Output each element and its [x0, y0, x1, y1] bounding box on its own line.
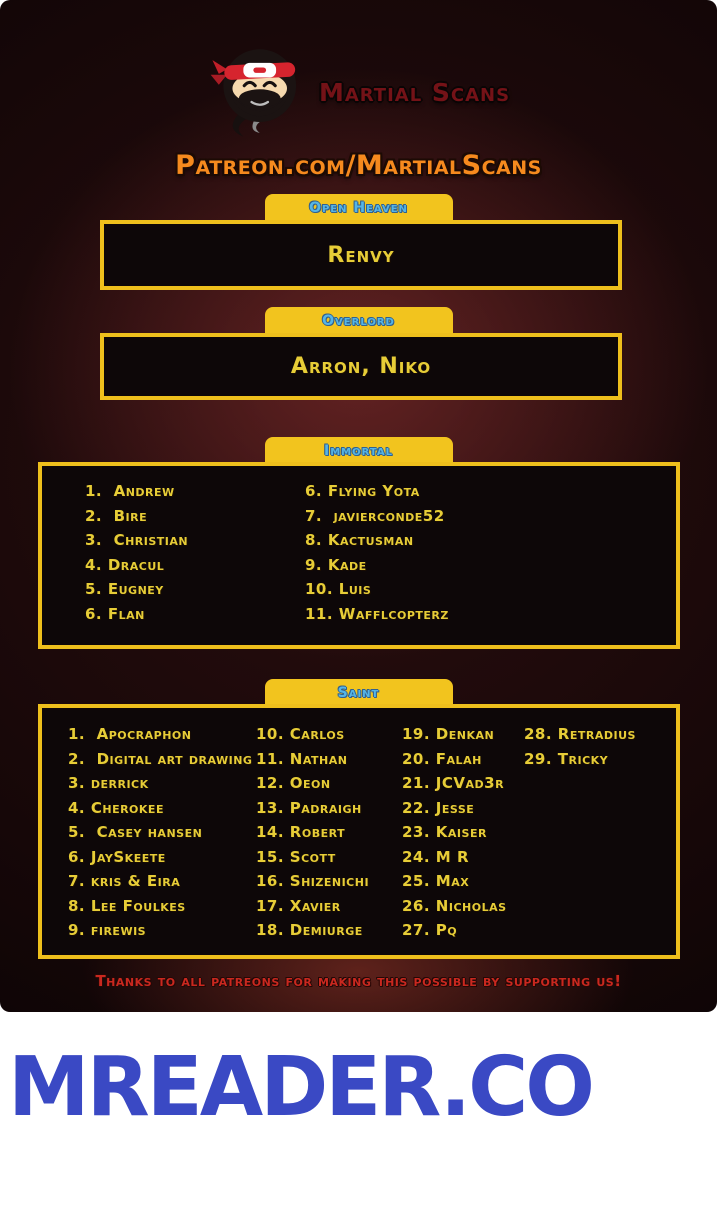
patron-list-item: 18. Demiurge — [256, 921, 363, 939]
patron-list-item: 15. Scott — [256, 847, 336, 866]
patron-list-item: 8. Kactusman — [305, 531, 414, 549]
patron-list-item: 8. Lee Foulkes — [68, 896, 186, 915]
patron-list-item: 11. Wafflcopterz — [305, 604, 449, 623]
tier-tab-label: Overlord — [322, 312, 395, 329]
tier-tab-open-heaven — [265, 194, 453, 221]
patron-list-item: 5. Eugney — [85, 580, 164, 598]
tier-box-saint — [38, 704, 680, 959]
patron-list-item: 23. Kaiser — [402, 823, 487, 841]
patron-list-item: 21. JCVad3r — [402, 774, 505, 792]
patron-list-item: 2. Digital art drawing — [68, 749, 253, 768]
patreon-link: Patreon.com/MartialScans — [175, 150, 542, 181]
patron-list-item: 1. Andrew — [85, 482, 175, 500]
patron-list-item: 20. Falah — [402, 749, 482, 768]
patron-column-1 — [68, 722, 256, 955]
tier-tab-label: Immortal — [323, 442, 394, 459]
patron-list-item: 29. Tricky — [524, 749, 609, 768]
patron-list-item: 26. Nicholas — [402, 896, 507, 915]
patron-list-item: 27. Pq — [402, 921, 458, 939]
patron-list-item: 6. Flan — [85, 604, 145, 623]
patron-list-item: 11. Nathan — [256, 749, 348, 768]
patron-list-item: 6. Flying Yota — [305, 482, 420, 500]
patron-list-item: 25. Max — [402, 872, 470, 890]
patron-list-item: 9. Kade — [305, 555, 367, 574]
patron-list-item: 7. javierconde52 — [305, 506, 445, 525]
patron-list-item: 5. Casey hansen — [68, 823, 203, 841]
patron-list-item: 22. Jesse — [402, 798, 475, 817]
brand-name: Martial Scans — [318, 77, 511, 107]
patron-list-item: 1. Apocraphon — [68, 725, 192, 743]
patron-list-item: 4. Cherokee — [68, 798, 164, 817]
patron-columns — [42, 708, 676, 955]
patron-list-item: 2. Bire — [85, 506, 148, 525]
patron-list-item: 10. Luis — [305, 580, 372, 598]
thanks-message: Thanks to all patreons for making this possible by supporting us! — [95, 972, 622, 990]
patron-list-item: 3. derrick — [68, 774, 149, 792]
patron-columns — [42, 466, 676, 645]
tier-box-immortal — [38, 462, 680, 649]
patron-column-1 — [85, 479, 305, 645]
patron-list-item: 9. firewis — [68, 921, 147, 939]
tier-tab-overlord — [265, 307, 453, 334]
patron-list-item: 14. Robert — [256, 823, 346, 841]
patron-list-item: 19. Denkan — [402, 725, 495, 743]
site-name: MREADER.CO — [8, 1040, 592, 1135]
patron-list-item: 16. Shizenichi — [256, 872, 370, 890]
patron-list-item: 28. Retradius — [524, 725, 636, 743]
patron-names-overlord: Arron, Niko — [290, 354, 432, 379]
ninja-head-icon — [207, 42, 307, 142]
tier-tab-saint — [265, 679, 453, 706]
patron-list-item: 6. JaySkeete — [68, 847, 166, 866]
tier-box-overlord — [100, 333, 622, 400]
patron-list-item: 17. Xavier — [256, 896, 341, 915]
patron-list-item: 7. kris & Eira — [68, 872, 181, 890]
patron-list-item: 10. Carlos — [256, 725, 345, 743]
patron-list-item: 4. Dracul — [85, 555, 165, 574]
tier-tab-immortal — [265, 437, 453, 464]
patron-names-open-heaven: Renvy — [327, 242, 395, 268]
patron-column-2 — [256, 722, 402, 955]
tier-tab-label: Saint — [337, 684, 380, 701]
tier-tab-label: Open Heaven — [309, 199, 408, 216]
site-footer — [0, 1012, 717, 1222]
patron-list-item: 3. Christian — [85, 531, 189, 549]
patron-list-item: 13. Padraigh — [256, 798, 362, 817]
patron-column-4 — [524, 722, 676, 955]
patron-list-item: 12. Oeon — [256, 774, 331, 792]
tier-box-open-heaven — [100, 220, 622, 290]
patron-list-item: 24. M R — [402, 847, 469, 866]
patron-column-2 — [305, 479, 676, 645]
patron-column-3 — [402, 722, 524, 955]
brand-logo — [0, 42, 717, 142]
